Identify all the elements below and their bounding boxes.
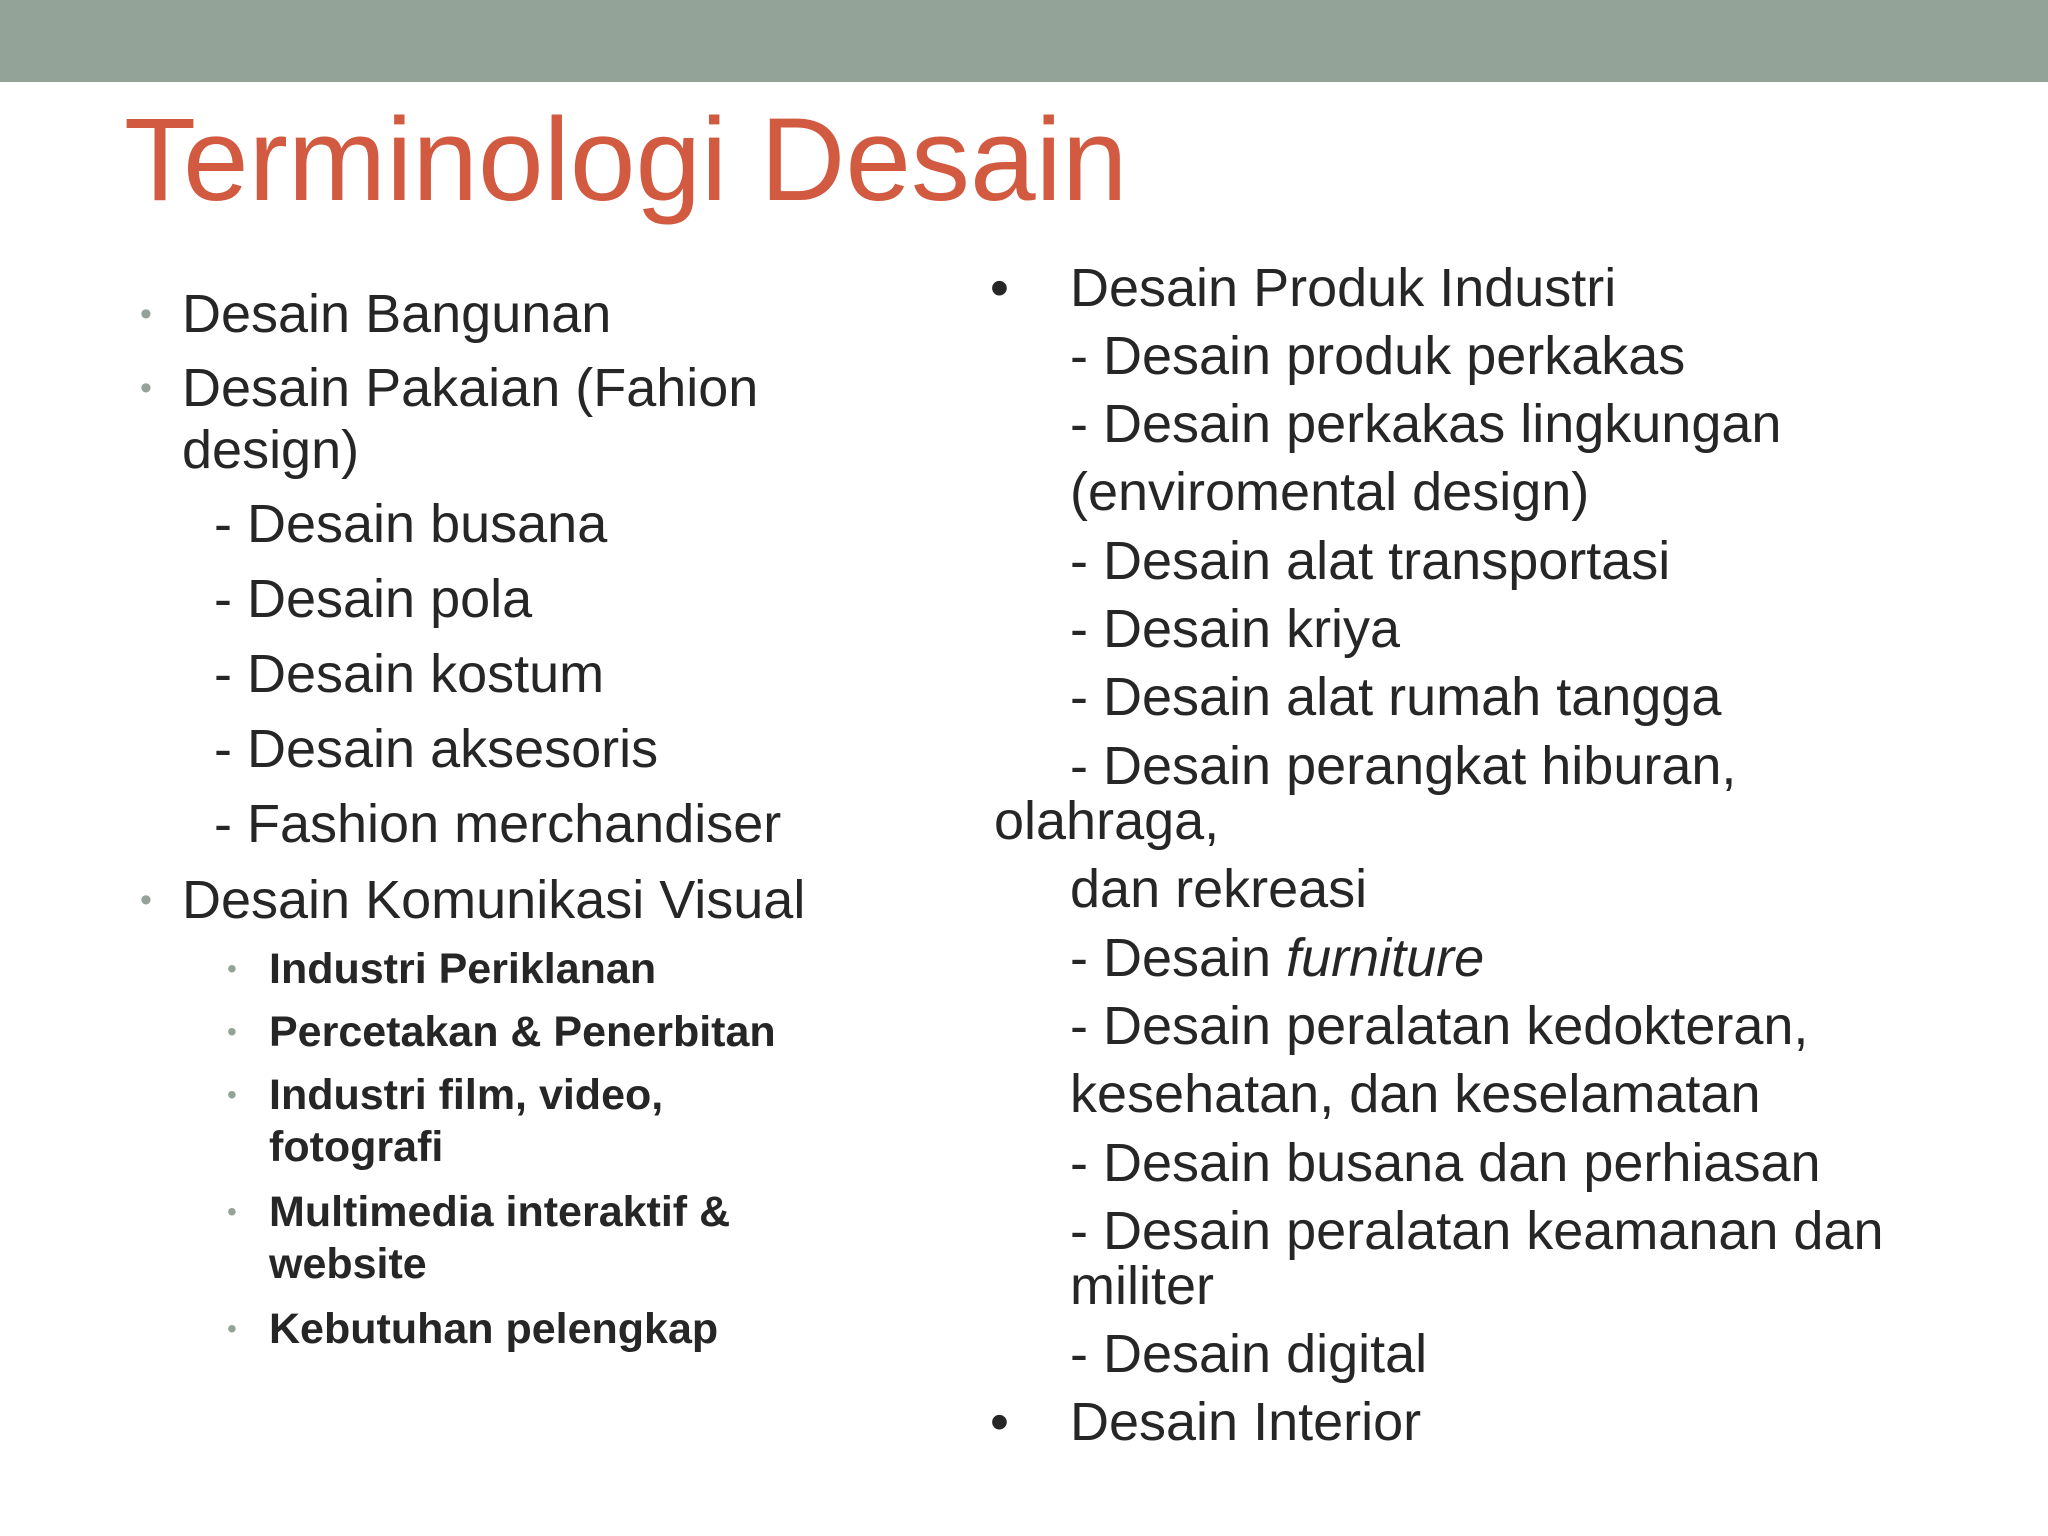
sub-item: - Desain kriya xyxy=(1070,599,1401,659)
sub-item-continuation: olahraga, xyxy=(994,791,1220,851)
sub-item: - Fashion merchandiser xyxy=(214,794,782,854)
sub-item: - Desain pola xyxy=(214,569,533,629)
dkv-item: Industri film, video, xyxy=(269,1071,664,1119)
list-item: Desain Produk Industri xyxy=(1070,258,1617,318)
dkv-item-continuation: fotografi xyxy=(269,1123,444,1171)
sub-item: - Desain alat rumah tangga xyxy=(1070,667,1722,727)
dkv-item: Kebutuhan pelengkap xyxy=(269,1305,719,1353)
bullet-icon: • xyxy=(227,953,237,984)
dkv-item: Multimedia interaktif & xyxy=(269,1188,731,1236)
sub-item: - Desain aksesoris xyxy=(214,719,659,779)
sub-item-continuation: (enviromental design) xyxy=(1070,462,1590,522)
list-item: Desain Bangunan xyxy=(182,284,612,344)
dkv-item: Percetakan & Penerbitan xyxy=(269,1008,776,1056)
sub-item-continuation: militer xyxy=(1070,1256,1214,1316)
slide-title: Terminologi Desain xyxy=(124,94,1128,226)
bullet-icon: • xyxy=(227,1313,237,1344)
bullet-icon: • xyxy=(140,369,152,407)
list-item-continuation: design) xyxy=(182,420,360,480)
sub-item: - Desain digital xyxy=(1070,1324,1428,1384)
sub-item: - Desain produk perkakas xyxy=(1070,326,1686,386)
sub-item: - Desain peralatan kedokteran, xyxy=(1070,996,1809,1056)
bullet-icon: • xyxy=(227,1079,237,1110)
sub-item: - Desain busana dan perhiasan xyxy=(1070,1133,1821,1193)
furniture-word: furniture xyxy=(1286,928,1485,988)
bullet-icon: • xyxy=(227,1196,237,1227)
list-item: Desain Interior xyxy=(1070,1392,1422,1452)
bullet-icon: • xyxy=(990,258,1009,318)
sub-item-furniture xyxy=(1070,927,1484,989)
sub-item-continuation: kesehatan, dan keselamatan xyxy=(1070,1064,1761,1124)
sub-item: - Desain perkakas lingkungan xyxy=(1070,394,1782,454)
bullet-icon: • xyxy=(140,881,152,919)
sub-item: - Desain alat transportasi xyxy=(1070,531,1671,591)
list-item: Desain Pakaian (Fahion xyxy=(182,358,759,418)
sub-item: - Desain perangkat hiburan, xyxy=(1070,736,1737,796)
sub-item: - Desain peralatan keamanan dan xyxy=(1070,1201,1884,1261)
bullet-icon: • xyxy=(140,295,152,333)
furniture-prefix: - Desain xyxy=(1070,928,1287,988)
sub-item-continuation: dan rekreasi xyxy=(1070,859,1368,919)
dkv-item-continuation: website xyxy=(269,1240,427,1288)
top-accent-bar xyxy=(0,0,2048,82)
bullet-icon: • xyxy=(990,1392,1009,1452)
sub-item: - Desain kostum xyxy=(214,644,605,704)
dkv-item: Industri Periklanan xyxy=(269,945,657,993)
sub-item: - Desain busana xyxy=(214,494,608,554)
bullet-icon: • xyxy=(227,1016,237,1047)
list-item: Desain Komunikasi Visual xyxy=(182,870,806,930)
